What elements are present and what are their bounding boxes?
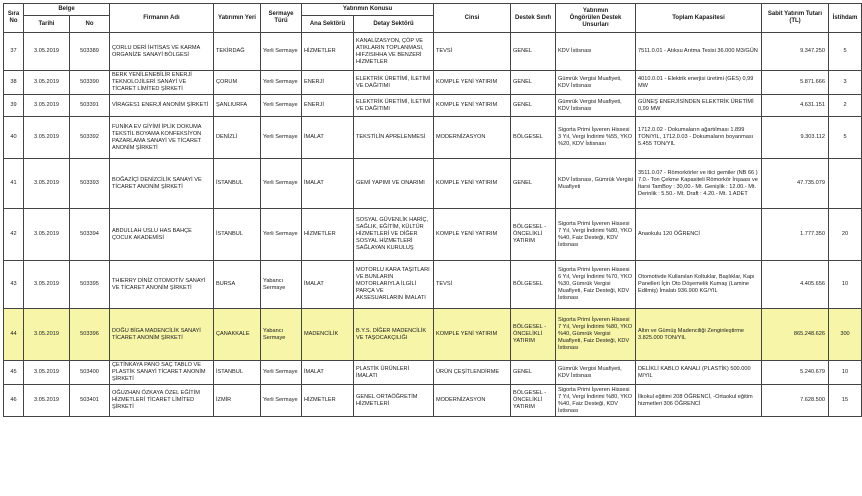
row-sermaye: Yabancı Sermaye	[261, 309, 302, 361]
row-no: 503401	[70, 385, 110, 417]
row-sira: 45	[4, 361, 24, 385]
row-firma: FUNİKA EV GİYİMİ İPLİK DOKUMA TEKSTİL BOYAMA KONFEKSİYON PAZARLAMA SANAYİ VE TİCARET ANONİM ŞİRKETİ	[110, 117, 214, 159]
row-yer: İSTANBUL	[214, 159, 261, 209]
row-tarih: 3.05.2019	[24, 117, 70, 159]
col-yatirimin: Yatırımın	[582, 7, 609, 14]
row-istihdam: 3	[829, 71, 862, 95]
table-row	[4, 117, 862, 159]
incentive-table	[3, 3, 862, 417]
row-cinsi: ÜRÜN ÇEŞİTLENDİRME	[434, 361, 511, 385]
col-group-konusu: Yatırımın Konusu	[302, 4, 434, 16]
row-cinsi: KOMPLE YENİ YATIRIM	[434, 159, 511, 209]
row-sira: 39	[4, 95, 24, 117]
row-firma: BERK YENİLENEBİLİR ENERJİ TEKNOLOJİLERİ SANAYİ VE TİCARET LİMİTED ŞİRKETİ	[110, 71, 214, 95]
row-tutar: 865.248.626	[762, 309, 829, 361]
row-cinsi: MODERNİZASYON	[434, 117, 511, 159]
row-detay-sektor: ELEKTRİK ÜRETİMİ, İLETİMİ VE DAĞITIMI	[354, 71, 434, 95]
row-cinsi: KOMPLE YENİ YATIRIM	[434, 95, 511, 117]
row-destek-sinifi: GENEL	[511, 33, 556, 71]
row-yer: İZMİR	[214, 385, 261, 417]
row-ana-sektor: ENERJİ	[302, 71, 354, 95]
row-sira: 44	[4, 309, 24, 361]
row-cinsi: TEVSİ	[434, 261, 511, 309]
row-kapasite: Otomotivde Kullanılan Koltuklar, Başlıklar, Kapı Panelleri İçin Oto Döşemelik Kumaş (Lamine Edilmiş) İmalatı 936.900 KG/YIL	[636, 261, 762, 309]
row-destek-unsurlari: Sigorta Primi İşveren Hissesi 7 Yıl, Vergi İndirimi %80, YKO %40, Gümrük Vergisi Muafiyeti, Faiz Desteği, KDV İstisnası	[556, 309, 636, 361]
row-destek-unsurlari: Sigorta Primi İşveren Hissesi 6 Yıl, Vergi İndirimi %70, YKO %30, Gümrük Vergisi Muafiyeti, Faiz Desteği, KDV İstisnası	[556, 261, 636, 309]
col-firma: Firmanın Adı	[110, 4, 214, 33]
row-sira: 41	[4, 159, 24, 209]
row-no: 503395	[70, 261, 110, 309]
row-destek-sinifi: GENEL	[511, 159, 556, 209]
row-istihdam: 2	[829, 95, 862, 117]
incentive-certificates-page	[3, 3, 858, 493]
col-destek-sinifi: Destek Sınıfı	[511, 4, 556, 33]
row-istihdam: 20	[829, 209, 862, 261]
row-sermaye: Yerli Sermaye	[261, 95, 302, 117]
row-destek-sinifi: BÖLGESEL - ÖNCELİKLİ YATIRIM	[511, 209, 556, 261]
row-yer: BURSA	[214, 261, 261, 309]
row-sermaye: Yerli Sermaye	[261, 361, 302, 385]
row-firma: DOĞU BİGA MADENCİLİK SANAYİ TİCARET ANONİM ŞİRKETİ	[110, 309, 214, 361]
row-cinsi: KOMPLE YENİ YATIRIM	[434, 209, 511, 261]
row-tutar: 4.405.656	[762, 261, 829, 309]
row-destek-unsurlari: KDV İstisnası, Gümrük Vergisi Muafiyeti	[556, 159, 636, 209]
col-destek-unsurlari	[556, 4, 636, 33]
col-ana-sektor: Ana Sektörü	[302, 16, 354, 33]
row-yer: İSTANBUL	[214, 361, 261, 385]
row-ana-sektor: İMALAT	[302, 117, 354, 159]
row-ana-sektor: HİZMETLER	[302, 385, 354, 417]
row-yer: ÇORUM	[214, 71, 261, 95]
row-destek-unsurlari: Gümrük Vergisi Muafiyeti, KDV İstisnası	[556, 71, 636, 95]
row-yer: İSTANBUL	[214, 209, 261, 261]
row-sira: 46	[4, 385, 24, 417]
row-tutar: 5.240.679	[762, 361, 829, 385]
row-sermaye: Yerli Sermaye	[261, 71, 302, 95]
row-no: 503391	[70, 95, 110, 117]
row-destek-sinifi: GENEL	[511, 361, 556, 385]
row-tarih: 3.05.2019	[24, 95, 70, 117]
row-ana-sektor: İMALAT	[302, 159, 354, 209]
row-istihdam: 5	[829, 33, 862, 71]
col-tutar: Sabit Yatırım Tutarı (TL)	[762, 4, 829, 33]
row-detay-sektor: B.Y.S. DİĞER MADENCİLİK VE TAŞOCAKÇILIĞI	[354, 309, 434, 361]
row-kapasite: 7511.0.01 - Atıksu Arıtma Tesisi 36.000 M3/GÜN	[636, 33, 762, 71]
row-tarih: 3.05.2019	[24, 309, 70, 361]
row-kapasite: Anaokulu 120 ÖĞRENCİ	[636, 209, 762, 261]
row-tarih: 3.05.2019	[24, 33, 70, 71]
row-destek-unsurlari: Sigorta Primi İşveren Hissesi 3 Yıl, Vergi İndirimi %55, YKO %20, KDV İstisnası	[556, 117, 636, 159]
row-kapasite: 3511.0.07 - Römorkörler ve itici gemiler (NB 66 ) 7.0.- Ton Çekme Kapasiteli Römorkör İnşaası ve İtarsi TamBoy : 30,00.- Mt. Genişlik : 12.00.- Mt. Derinlik : 5.50.- Mt. Draft : 4.20.- Mt. 1 ADET	[636, 159, 762, 209]
row-no: 503389	[70, 33, 110, 71]
row-yer: ÇANAKKALE	[214, 309, 261, 361]
row-detay-sektor: GEMİ YAPIMI VE ONARIMI	[354, 159, 434, 209]
row-tutar: 47.735.079	[762, 159, 829, 209]
table-row	[4, 385, 862, 417]
row-cinsi: TEVSİ	[434, 33, 511, 71]
row-ana-sektor: HİZMETLER	[302, 209, 354, 261]
row-firma: ÇETİNKAYA PANO SAÇ TABLO VE PLASTİK SANAYİ TİCARET ANONİM ŞİRKETİ	[110, 361, 214, 385]
table-row	[4, 209, 862, 261]
row-tarih: 3.05.2019	[24, 385, 70, 417]
row-no: 503400	[70, 361, 110, 385]
row-no: 503396	[70, 309, 110, 361]
table-row	[4, 71, 862, 95]
col-kapasite: Toplam Kapasitesi	[636, 4, 762, 33]
row-sira: 42	[4, 209, 24, 261]
row-istihdam: 15	[829, 385, 862, 417]
row-detay-sektor: GENEL ORTAÖĞRETİM HİZMETLERİ	[354, 385, 434, 417]
row-sira: 43	[4, 261, 24, 309]
row-ana-sektor: İMALAT	[302, 361, 354, 385]
col-no: No	[70, 16, 110, 33]
row-firma: BOĞAZİÇİ DENİZCİLİK SANAYİ VE TİCARET ANONİM ŞİRKETİ	[110, 159, 214, 209]
row-sira: 40	[4, 117, 24, 159]
table-body	[4, 33, 862, 417]
col-sermaye: Sermaye Türü	[261, 4, 302, 33]
row-detay-sektor: TEKSTİLİN APRELENMESİ	[354, 117, 434, 159]
row-firma: ÇORLU DERİ İHTİSAS VE KARMA ORGANİZE SANAYİ BÖLGESİ	[110, 33, 214, 71]
row-detay-sektor: KANALİZASYON, ÇÖP VE ATIKLARIN TOPLANMASI, HIFZISIHHA VE BENZERİ HİZMETLER	[354, 33, 434, 71]
row-yer: ŞANLIURFA	[214, 95, 261, 117]
row-istihdam: 10	[829, 361, 862, 385]
table-row	[4, 361, 862, 385]
table-row	[4, 95, 862, 117]
row-istihdam: 5	[829, 117, 862, 159]
row-tutar: 1.777.350	[762, 209, 829, 261]
row-kapasite: DELİKLİ KABLO KANALI (PLASTİK) 500.000 M/YIL	[636, 361, 762, 385]
row-destek-sinifi: BÖLGESEL	[511, 261, 556, 309]
row-no: 503390	[70, 71, 110, 95]
row-sermaye: Yabancı Sermaye	[261, 261, 302, 309]
row-sermaye: Yerli Sermaye	[261, 117, 302, 159]
col-sira-no: Sıra No	[4, 4, 24, 33]
row-kapasite: 1712.0.02 - Dokumaların ağartılması 1.899 TON/YIL, 1712.0.03 - Dokumaların boyanması 5.455 TON/YIL	[636, 117, 762, 159]
row-cinsi: KOMPLE YENİ YATIRIM	[434, 309, 511, 361]
row-tutar: 9.303.112	[762, 117, 829, 159]
row-tutar: 7.628.500	[762, 385, 829, 417]
row-sira: 38	[4, 71, 24, 95]
row-ana-sektor: MADENCİLİK	[302, 309, 354, 361]
row-firma: ABDULLAH USLU HAS BAHÇE ÇOCUK AKADEMİSİ	[110, 209, 214, 261]
col-destek-unsurlari-label: Öngörülen Destek Unsurları	[569, 14, 622, 28]
row-detay-sektor: SOSYAL GÜVENLİK HARİÇ, SAĞLIK, EĞİTİM, KÜLTÜR HİZMETLERİ VE DİĞER SOSYAL HİZMETLERİ SAĞLAYAN KURULUŞ	[354, 209, 434, 261]
row-ana-sektor: ENERJİ	[302, 95, 354, 117]
col-detay-sektor: Detay Sektörü	[354, 16, 434, 33]
row-kapasite: GÜNEŞ ENERJİSİNDEN ELEKTRİK ÜRETİMİ 0,99 MW	[636, 95, 762, 117]
row-destek-sinifi: GENEL	[511, 71, 556, 95]
row-destek-sinifi: BÖLGESEL - ÖNCELİKLİ YATIRIM	[511, 385, 556, 417]
row-firma: THIERRY DİNİZ OTOMOTİV SANAYİ VE TİCARET ANONİM ŞİRKETİ	[110, 261, 214, 309]
row-sira: 37	[4, 33, 24, 71]
row-sermaye: Yerli Sermaye	[261, 159, 302, 209]
col-group-belge: Belge	[24, 4, 110, 16]
row-kapasite: Altın ve Gümüş Madenciliği Zenginleştirme 3.825.000 TON/YIL	[636, 309, 762, 361]
row-destek-unsurlari: KDV İstisnası	[556, 33, 636, 71]
row-firma: OĞUZHAN ÖZKAYA ÖZEL EĞİTİM HİZMETLERİ TİCARET LİMİTED ŞİRKETİ	[110, 385, 214, 417]
col-cinsi: Cinsi	[434, 4, 511, 33]
row-istihdam: 10	[829, 261, 862, 309]
row-destek-sinifi: BÖLGESEL	[511, 117, 556, 159]
row-tutar: 4.631.151	[762, 95, 829, 117]
col-istihdam: İstihdam	[829, 4, 862, 33]
row-sermaye: Yerli Sermaye	[261, 209, 302, 261]
row-firma: VİRAGES1 ENERJİ ANONİM ŞİRKETİ	[110, 95, 214, 117]
row-ana-sektor: HİZMETLER	[302, 33, 354, 71]
row-cinsi: MODERNİZASYON	[434, 385, 511, 417]
row-cinsi: KOMPLE YENİ YATIRIM	[434, 71, 511, 95]
row-sermaye: Yerli Sermaye	[261, 385, 302, 417]
row-detay-sektor: MOTORLU KARA TAŞITLARI VE BUNLARIN MOTORLARIYLA İLGİLİ PARÇA VE AKSESUARLARIN İMALATI	[354, 261, 434, 309]
row-tutar: 5.871.666	[762, 71, 829, 95]
row-yer: DENİZLİ	[214, 117, 261, 159]
row-destek-sinifi: GENEL	[511, 95, 556, 117]
col-yer: Yatırımın Yeri	[214, 4, 261, 33]
row-sermaye: Yerli Sermaye	[261, 33, 302, 71]
row-tarih: 3.05.2019	[24, 261, 70, 309]
row-destek-unsurlari: Gümrük Vergisi Muafiyeti, KDV İstisnası	[556, 95, 636, 117]
table-row	[4, 309, 862, 361]
table-row	[4, 33, 862, 71]
row-kapasite: İlkokul eğitimi 208 ÖĞRENCİ, -Ortaokul eğitim hizmetleri 306 ÖĞRENCİ	[636, 385, 762, 417]
row-yer: TEKİRDAĞ	[214, 33, 261, 71]
row-no: 503394	[70, 209, 110, 261]
table-row	[4, 261, 862, 309]
row-destek-unsurlari: Sigorta Primi İşveren Hissesi 7 Yıl, Vergi İndirimi %80, YKO %40, Faiz Desteği, KDV İstisnası	[556, 385, 636, 417]
row-destek-sinifi: BÖLGESEL - ÖNCELİKLİ YATIRIM	[511, 309, 556, 361]
row-tarih: 3.05.2019	[24, 361, 70, 385]
row-no: 503393	[70, 159, 110, 209]
row-tarih: 3.05.2019	[24, 209, 70, 261]
row-destek-unsurlari: Sigorta Primi İşveren Hissesi 7 Yıl, Vergi İndirimi %80, YKO %40, Faiz Desteği, KDV İstisnası	[556, 209, 636, 261]
table-row	[4, 159, 862, 209]
row-detay-sektor: PLASTİK ÜRÜNLERİ İMALATI	[354, 361, 434, 385]
row-detay-sektor: ELEKTRİK ÜRETİMİ, İLETİMİ VE DAĞITIMI	[354, 95, 434, 117]
row-kapasite: 4010.0.01 - Elektrik enerjisi üretimi (GES) 0,99 MW	[636, 71, 762, 95]
row-ana-sektor: İMALAT	[302, 261, 354, 309]
col-tarihi: Tarihi	[24, 16, 70, 33]
row-tutar: 9.347.250	[762, 33, 829, 71]
row-no: 503392	[70, 117, 110, 159]
row-tarih: 3.05.2019	[24, 71, 70, 95]
row-istihdam	[829, 159, 862, 209]
row-istihdam: 300	[829, 309, 862, 361]
row-tarih: 3.05.2019	[24, 159, 70, 209]
row-destek-unsurlari: Gümrük Vergisi Muafiyeti, KDV İstisnası	[556, 361, 636, 385]
